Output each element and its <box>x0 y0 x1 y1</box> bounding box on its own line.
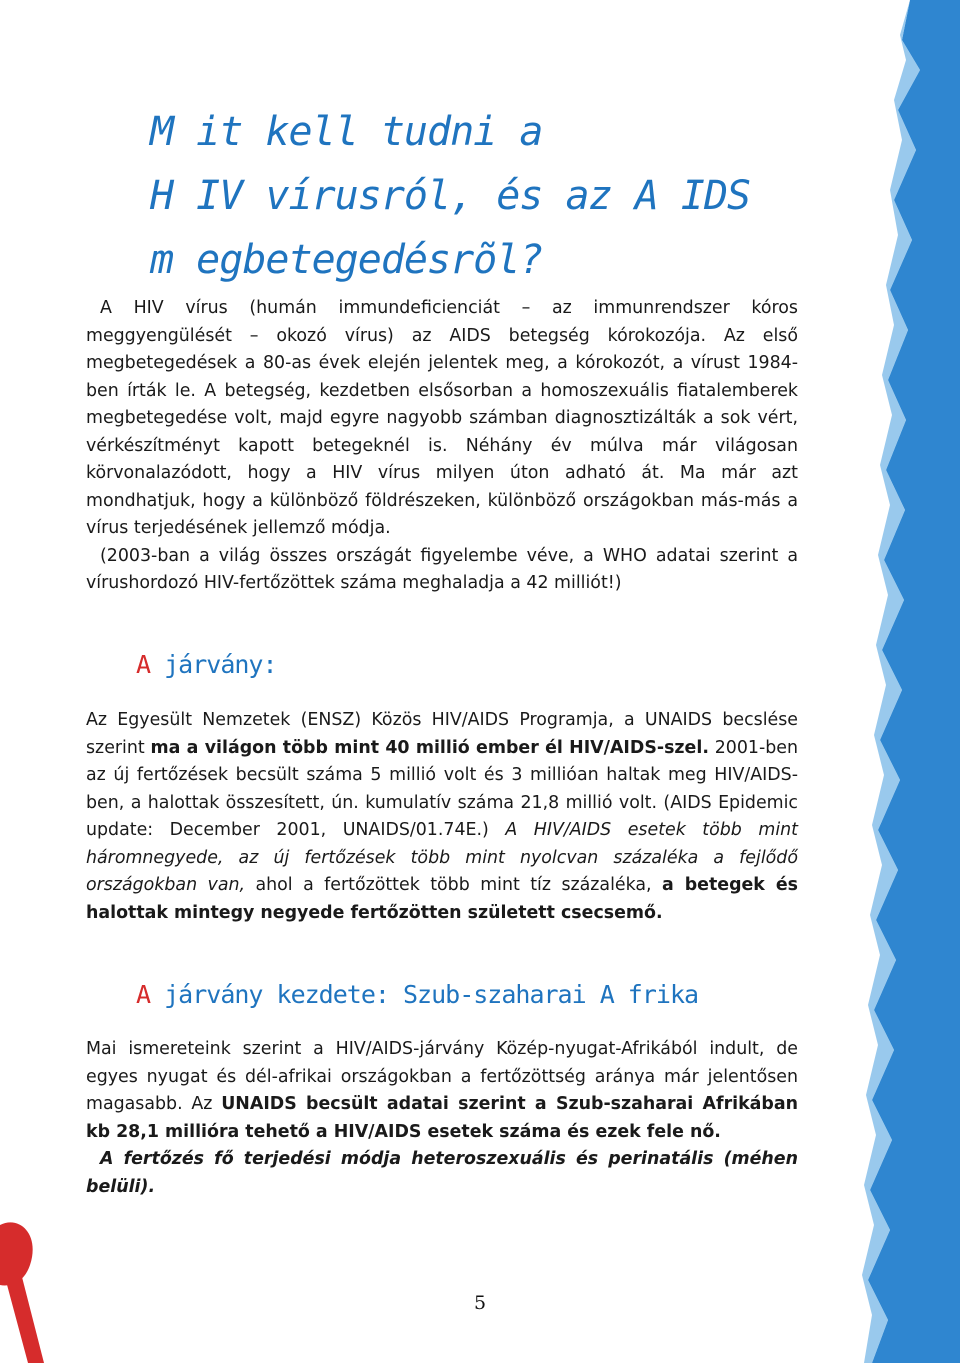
text-run: 2001-ben az új fertőzések becsült száma 5 millió volt és 3 millióan haltak meg HIV/AIDS-ben, a halottak összesített, ún. kumulatív száma 21,8 millió volt. (AIDS Epidemic update: December 2001, UNAIDS/01.74E.) <box>86 737 798 840</box>
italic-run: A HIV/AIDS esetek több mint háromnegyede, az új fertőzések több mint nyolcvan százaléka a fejlődő országokban van, <box>86 820 798 895</box>
epidemic-section <box>86 707 798 927</box>
title-line-3: m egbetegedésrõl? <box>150 237 543 283</box>
text-run: Az Egyesült Nemzetek (ENSZ) Közös HIV/AIDS Programja, a UNAIDS becslése szerint <box>86 710 798 758</box>
red-ribbon-icon <box>0 1215 60 1363</box>
africa-paragraph <box>86 1036 798 1146</box>
heading-text: járvány kezdete: Szub-szaharai A frika <box>150 980 699 1009</box>
intro-section <box>86 295 798 598</box>
bold-italic-run: A fertőzés fő terjedési módja heteroszexuális és perinatális (méhen belüli). <box>86 1149 798 1197</box>
bold-run: ma a világon több mint 40 millió ember él HIV/AIDS-szel. <box>150 737 709 758</box>
title-line-2: H IV vírusról, és az A IDS <box>150 173 751 219</box>
section-heading-epidemic <box>136 650 277 679</box>
heading-accent-letter: A <box>136 650 151 679</box>
section-heading-africa <box>136 980 698 1009</box>
bold-run: a betegek és halottak mintegy negyede fertőzötten született csecsemő. <box>86 875 798 923</box>
heading-accent-letter: A <box>136 980 151 1009</box>
africa-paragraph-2 <box>86 1146 798 1201</box>
heading-text: járvány: <box>150 650 277 679</box>
title-line-1: M it kell tudni a <box>150 109 543 155</box>
bold-run: UNAIDS becsült adatai szerint a Szub-szaharai Afrikában kb 28,1 millióra tehető a HIV/AIDS esetek száma és ezek fele nő. <box>86 1094 798 1142</box>
brush-edge-decoration <box>850 0 960 1363</box>
text-run: ahol a fertőzöttek több mint tíz százaléka, <box>245 875 663 895</box>
epidemic-paragraph <box>86 707 798 927</box>
text-run: Mai ismereteink szerint a HIV/AIDS-járvány Közép-nyugat-Afrikából indult, de egyes nyugat és dél-afrikai országokban a fertőzöttség aránya már jelentősen magasabb. Az <box>86 1039 798 1114</box>
page-title <box>150 100 750 292</box>
africa-section <box>86 1036 798 1201</box>
intro-paragraph-2: (2003-ban a világ összes országát figyelembe véve, a WHO adatai szerint a vírushordozó HIV-fertőzöttek száma meghaladja a 42 milliót!) <box>86 545 798 593</box>
page-number: 5 <box>473 1292 487 1314</box>
intro-paragraph-1: A HIV vírus (humán immundeficienciát – az immunrendszer kóros meggyengülését – okozó vírus) az AIDS betegség kórokozója. Az első megbetegedések a 80-as évek elején jelentek meg, a kórokozót, a vírust 1984-ben írták le. A betegség, kezdetben elsősorban a homoszexuális fiatalemberek megbetegedése volt, majd egyre nagyobb számban diagnosztizálták a sok vért, vérkészítményt kapott betegeknél is. Néhány év múlva már világosan körvonalazódott, hogy a HIV vírus milyen úton adható át. Ma már azt mondhatjuk, hogy a különböző földrészeken, különböző országokban más-más a vírus terjedésének jellemző módja. <box>86 298 798 538</box>
